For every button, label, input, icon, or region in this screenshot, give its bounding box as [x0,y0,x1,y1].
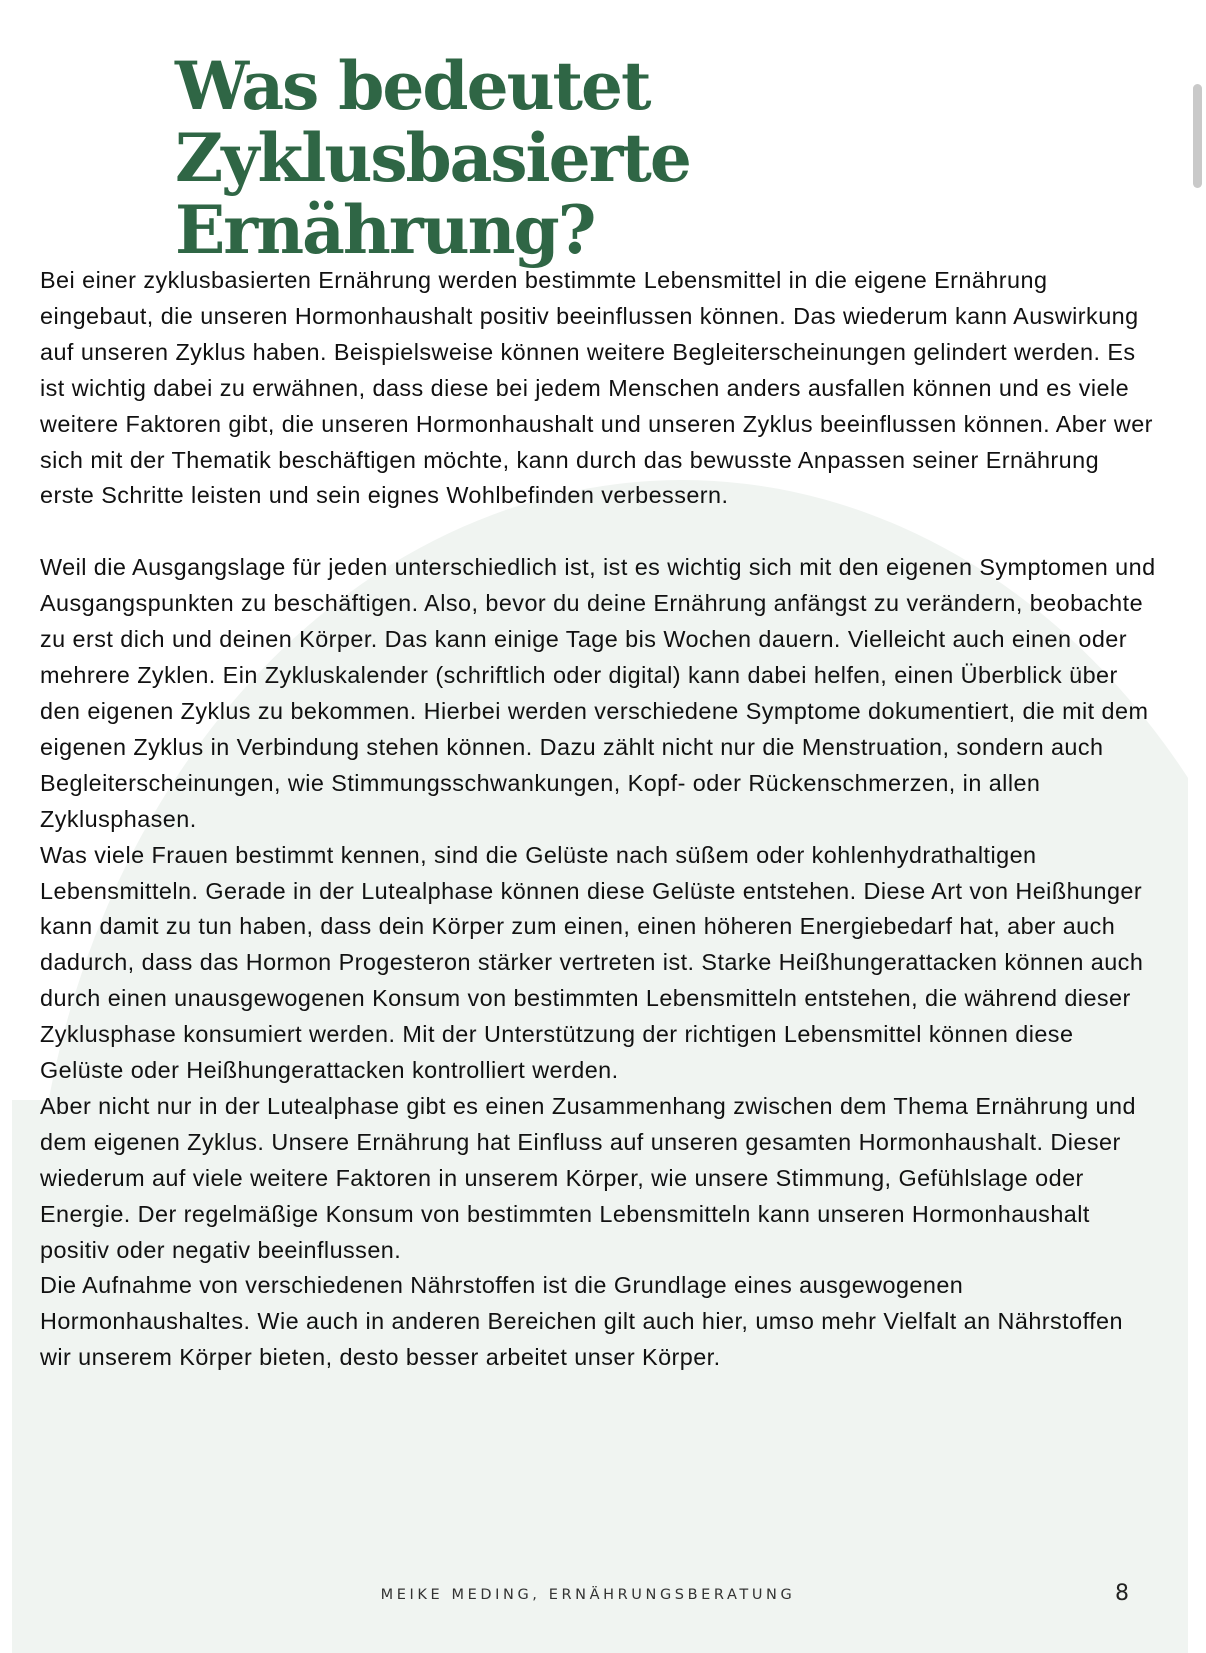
page-title: Was bedeutet Zyklusbasierte Ernährung? [175,47,690,269]
body-text [40,263,1160,1376]
paragraph-nutrients: Die Aufnahme von verschiedenen Nährstoffen ist die Grundlage eines ausgewogenen Hormonhaushaltes. Wie auch in anderen Bereichen gilt auch hier, umso mehr Vielfalt an Nährstoffen wir unserem Körper bieten, desto besser arbeitet unser Körper. [40,1272,1123,1371]
footer-author: MEIKE MEDING, ERNÄHRUNGSBERATUNG [380,1587,796,1603]
paragraph-hormones: Aber nicht nur in der Lutealphase gibt es einen Zusammenhang zwischen dem Thema Ernährung und dem eigenen Zyklus. Unsere Ernährung hat Einfluss auf unseren gesamten Hormonhaushalt. Dieser wiederum auf viele weitere Faktoren in unserem Körper, wie unsere Stimmung, Gefühlslage oder Energie. Der regelmäßige Konsum von bestimmten Lebensmitteln kann unseren Hormonhaushalt positiv oder negativ beeinflussen. [40,1092,1136,1263]
paragraph-intro: Bei einer zyklusbasierten Ernährung werden bestimmte Lebensmittel in die eigene Ernährung eingebaut, die unseren Hormonhaushalt positiv beeinflussen können. Das wiederum kann Auswirkung auf unseren Zyklus haben. Beispielsweise können weitere Begleiterscheinungen gelindert werden. Es ist wichtig dabei zu erwähnen, dass diese bei jedem Menschen anders ausfallen können und es viele weitere Faktoren gibt, die unseren Hormonhaushalt und unseren Zyklus beeinflussen können. Aber wer sich mit der Thematik beschäftigen möchte, kann durch das bewusste Anpassen seiner Ernährung erste Schritte leisten und sein eignes Wohlbefinden verbessern. [40,267,1153,509]
scrollbar-thumb[interactable] [1193,84,1202,188]
page-number: 8 [1115,1581,1129,1606]
document-page [12,0,1188,1653]
scrollbar-track[interactable] [1188,0,1206,1653]
paragraph-observation: Weil die Ausgangslage für jeden unterschiedlich ist, ist es wichtig sich mit den eigenen Symptomen und Ausgangspunkten zu beschäftigen. Also, bevor du deine Ernährung anfängst zu verändern, beobachte zu erst dich und deinen Körper. Das kann einige Tage bis Wochen dauern. Vielleicht auch einen oder mehrere Zyklen. Ein Zykluskalender (schriftlich oder digital) kann dabei helfen, einen Überblick über den eigenen Zyklus zu bekommen. Hierbei werden verschiedene Symptome dokumentiert, die mit dem eigenen Zyklus in Verbindung stehen können. Dazu zählt nicht nur die Menstruation, sondern auch Begleiterscheinungen, wie Stimmungsschwankungen, Kopf- oder Rückenschmerzen, in allen Zyklusphasen. [40,554,1156,832]
paragraph-cravings: Was viele Frauen bestimmt kennen, sind die Gelüste nach süßem oder kohlenhydrathaltigen Lebensmitteln. Gerade in der Lutealphase können diese Gelüste entstehen. Diese Art von Heißhunger kann damit zu tun haben, dass dein Körper zum einen, einen höheren Energiebedarf hat, aber auch dadurch, dass das Hormon Progesteron stärker vertreten ist. Starke Heißhungerattacken können auch durch einen unausgewogenen Konsum von bestimmten Lebensmitteln entstehen, die während dieser Zyklusphase konsumiert werden. Mit der Unterstützung der richtigen Lebensmittel können diese Gelüste oder Heißhungerattacken kontrolliert werden. [40,841,1144,1084]
